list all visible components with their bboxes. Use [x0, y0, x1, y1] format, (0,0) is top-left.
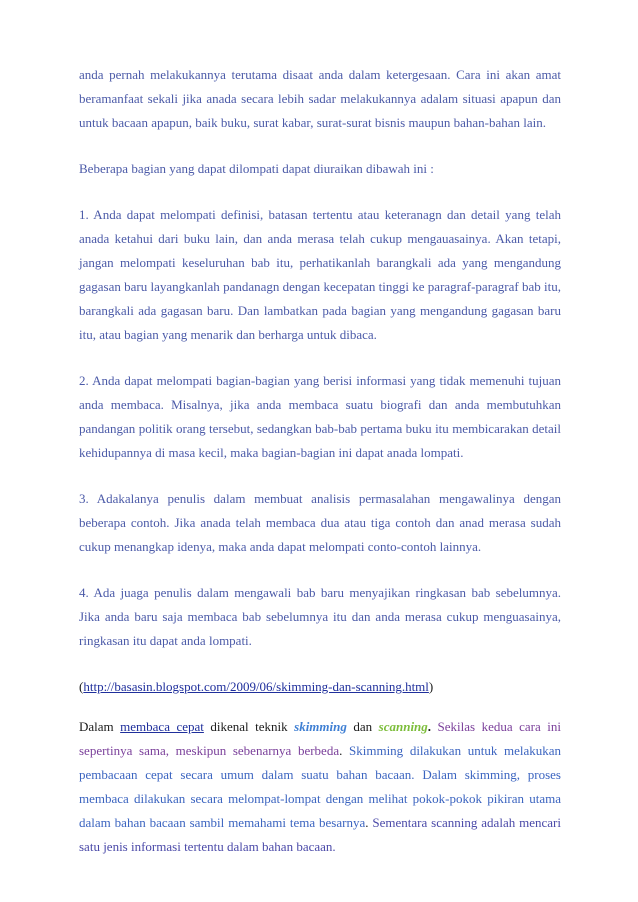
final-text-7: Skimming dilakukan untuk melakukan pembacaan cepat secara umum dalam suatu bahan bacaan. Dalam skimming, proses membaca dilakukan secara melompat-lompat dengan melihat pokok-pokok pikiran utama dalam bahan bacaan sambil memahami tema besarnya	[79, 743, 562, 830]
paragraph-skimming-scanning	[79, 715, 561, 859]
final-period-2: .	[339, 743, 343, 758]
paragraph-point-2: 2. Anda dapat melompati bagian-bagian yang berisi informasi yang tidak memenuhi tujuan anda membaca. Misalnya, jika anda membaca suatu biografi dan anda membutuhkan pandangan politik orang tersebut, sedangkan bab-bab pertama buku itu membicarakan detail kehidupannya di masa kecil, maka bagian-bagian ini dapat anada lompati.	[79, 373, 561, 460]
final-text-9: Sementara scanning adalah mencari satu jenis informasi tertentu dalam bahan bacaan.	[79, 815, 561, 854]
source-close-paren: )	[428, 679, 434, 694]
final-text-5: Sekilas kedua cara ini sepertinya sama, meskipun sebenarnya berbeda	[79, 719, 561, 758]
source-open-paren: (	[79, 679, 84, 694]
paragraph-point-4: 4. Ada juaga penulis dalam mengawali bab baru menyajikan ringkasan bab sebelumnya. Jika anda baru saja membaca bab sebelumnya itu dan anda merasa cukup menguasainya, ringkasan itu dapat anda lompati.	[79, 585, 561, 648]
final-period-1: .	[427, 719, 432, 734]
final-text-2: dikenal teknik	[203, 719, 295, 734]
paragraph-point-3: 3. Adakalanya penulis dalam membuat analisis permasalahan mengawalinya dengan beberapa contoh. Jika anada telah membaca dua atau tiga contoh dan anad merasa sudah cukup menangkap idenya, maka anda dapat melompati conto-contoh lainnya.	[79, 491, 561, 554]
final-text-3: dan	[346, 719, 379, 734]
source-link[interactable]: http://basasin.blogspot.com/2009/06/skimming-dan-scanning.html	[83, 679, 429, 694]
document-body	[79, 63, 561, 859]
paragraph-list-heading: Beberapa bagian yang dapat dilompati dapat diuraikan dibawah ini :	[79, 161, 434, 176]
skimming-term: skimming	[294, 719, 347, 734]
source-citation	[79, 675, 561, 699]
paragraph-point-1: 1. Anda dapat melompati definisi, batasan tertentu atau keteranagn dan detail yang telah anada ketahui dari buku lain, dan anda merasa telah cukup mengauasainya. Akan tetapi, jangan melompati keseluruhan bab itu, perhatikanlah barangkali ada yang mengandung gagasan baru layangkanlah pandanagn dengan kecepatan tinggi ke paragraf-paragraf bab itu, barangkali ada gagasan baru. Dan lambatkan pada bagian yang mengandung gagasan baru itu, atau bagian yang menarik dan berharga untuk dibaca.	[79, 207, 561, 342]
scanning-term: scanning	[378, 719, 428, 734]
final-text-1: Dalam	[79, 719, 121, 734]
final-period-3: .	[365, 815, 369, 830]
paragraph-intro: anda pernah melakukannya terutama disaat anda dalam ketergesaan. Cara ini akan amat beramanfaat sekali jika anada secara lebih sadar melakukannya adalam situasi apapun dan untuk bacaan apapun, baik buku, surat kabar, surat-surat bisnis maupun bahan-bahan lain.	[79, 67, 561, 130]
membaca-cepat-link[interactable]: membaca cepat	[120, 719, 204, 734]
